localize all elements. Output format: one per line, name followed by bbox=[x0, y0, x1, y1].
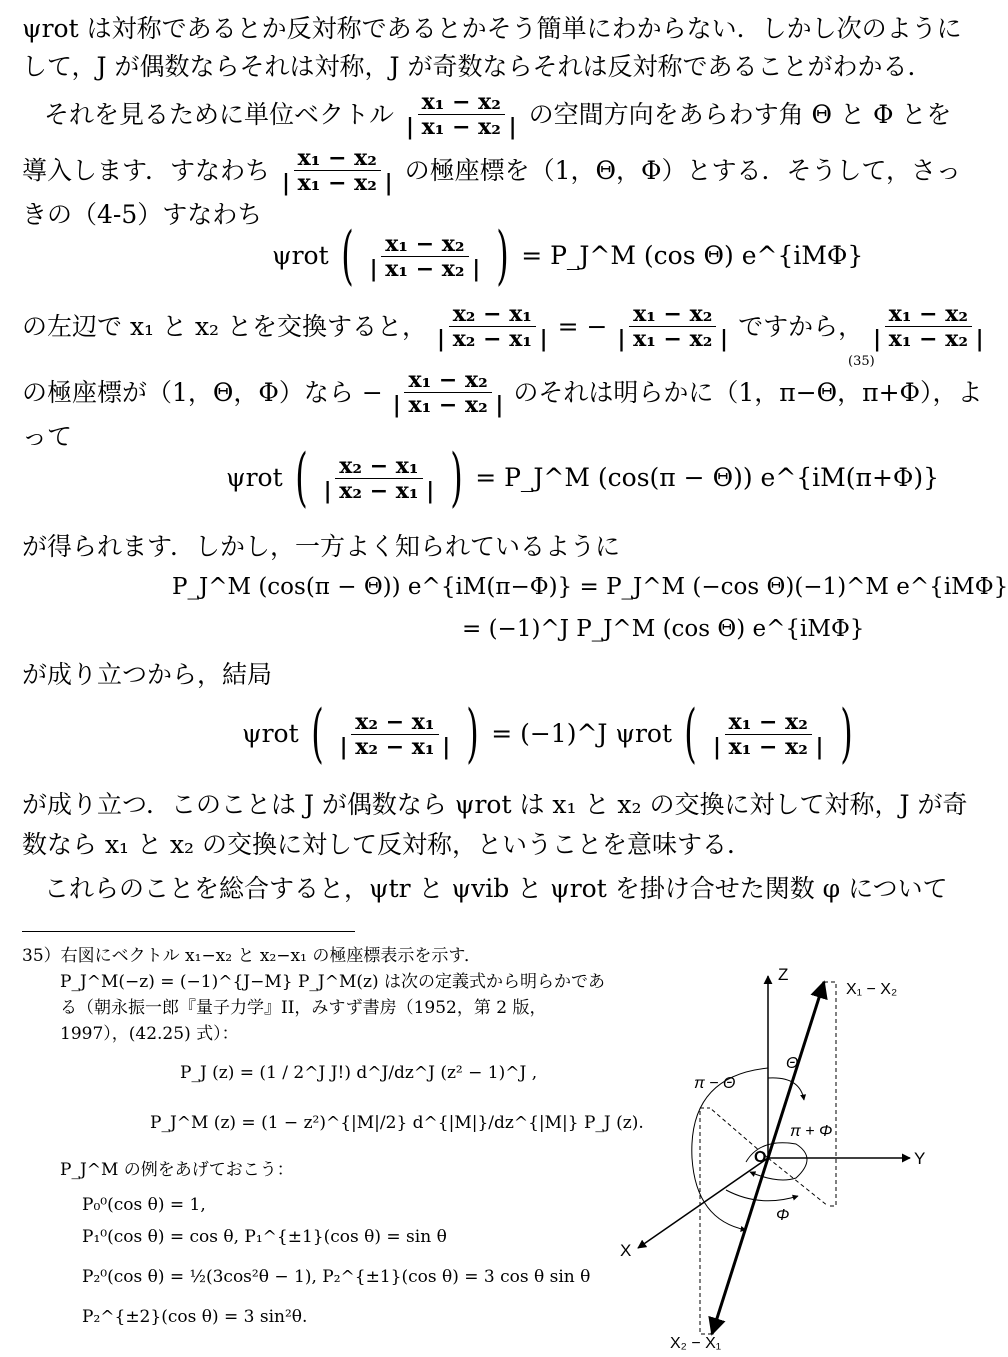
numerator: x₂ − x₁ bbox=[449, 302, 536, 327]
numerator: x₁ − x₂ bbox=[418, 90, 505, 115]
paren: ( bbox=[340, 219, 354, 293]
text-run: それを見るために単位ベクトル bbox=[44, 99, 395, 129]
equation-3-line-2: = (−1)^J P_J^M (cos Θ) e^{iMΦ} bbox=[462, 616, 865, 642]
paragraph-line bbox=[44, 89, 952, 140]
denominator: | x₁ − x₂ | bbox=[282, 170, 393, 196]
text-run: ですから， bbox=[738, 311, 864, 341]
label-phi: Φ bbox=[776, 1207, 790, 1224]
label-origin: O bbox=[754, 1149, 767, 1166]
text-run: の空間方向をあらわす角 Θ と Φ とを bbox=[528, 99, 952, 129]
denominator: | x₁ − x₂ | bbox=[712, 733, 824, 760]
footnote-example: P₁⁰(cos θ) = cos θ, P₁^{±1}(cos θ) = sin θ bbox=[82, 1227, 447, 1247]
denominator: | x₁ − x₂ | bbox=[406, 114, 517, 140]
denominator: | x₁ − x₂ | bbox=[392, 392, 504, 418]
psi-rot: ψrot bbox=[242, 719, 299, 748]
numerator: x₂ − x₁ bbox=[335, 454, 422, 479]
paragraph-line: ψrot は対称であるとか反対称であるとかそう簡単にわからない．しかし次のように bbox=[22, 14, 962, 43]
paragraph-line bbox=[22, 301, 984, 352]
numerator: x₁ − x₂ bbox=[629, 302, 716, 327]
paren: ) bbox=[839, 697, 853, 771]
fraction bbox=[389, 368, 508, 417]
equation-4 bbox=[242, 697, 859, 771]
equation-rhs: = P_J^M (cos(π − Θ)) e^{iM(π+Φ)} bbox=[475, 463, 940, 492]
paragraph-line: って bbox=[22, 422, 73, 451]
fraction bbox=[709, 710, 828, 759]
label-vector-bottom: X₂ − X₁ bbox=[670, 1335, 722, 1352]
paragraph-line: して，J が偶数ならそれは対称，J が奇数ならそれは反対称であることがわかる． bbox=[22, 52, 933, 81]
footnote-line: P_J^M(−z) = (−1)^{J−M} P_J^M(z) は次の定義式から明らかであ bbox=[60, 972, 606, 992]
paren: ) bbox=[450, 441, 463, 515]
paragraph-line: きの（4-5）すなわち bbox=[22, 200, 263, 229]
numerator: x₂ − x₁ bbox=[351, 710, 438, 735]
numerator: x₁ − x₂ bbox=[381, 232, 468, 257]
paren: ) bbox=[496, 219, 509, 293]
equation-rhs: = P_J^M (cos Θ) e^{iMΦ} bbox=[521, 241, 864, 270]
numerator: x₁ − x₂ bbox=[885, 302, 972, 327]
label-pi-plus-phi: π + Φ bbox=[790, 1123, 833, 1140]
equation-1 bbox=[272, 219, 864, 293]
footnote-line: る（朝永振一郎『量子力学』II，みすず書房（1952，第 2 版， bbox=[60, 998, 547, 1018]
fraction bbox=[320, 454, 439, 503]
footnote-line: 1997），(42.25) 式）： bbox=[60, 1024, 239, 1044]
equals-minus: = − bbox=[557, 311, 608, 341]
x-axis bbox=[638, 1158, 768, 1248]
equation-mid: = (−1)^J ψrot bbox=[491, 719, 673, 748]
footnote-formula: P_J^M (z) = (1 − z²)^{|M|/2} d^{|M|}/dz^{|M|} P_J (z). bbox=[150, 1113, 644, 1133]
paragraph-line bbox=[22, 367, 983, 418]
phi-arc bbox=[726, 1190, 798, 1201]
label-theta: Θ bbox=[786, 1055, 799, 1072]
label-vector-top: X₁ − X₂ bbox=[846, 981, 898, 998]
label-y: Y bbox=[914, 1149, 926, 1168]
fraction bbox=[869, 302, 988, 351]
numerator: x₁ − x₂ bbox=[404, 368, 491, 393]
fraction bbox=[402, 90, 521, 139]
paragraph-line: が得られます．しかし，一方よく知られているように bbox=[22, 532, 621, 561]
projection-dashes bbox=[700, 1108, 712, 1334]
denominator: | x₁ − x₂ | bbox=[873, 326, 984, 352]
text-run: の極座標を（1，Θ，Φ）とする．そうして，さっ bbox=[404, 155, 962, 185]
projection-dashes bbox=[824, 982, 836, 1206]
fraction bbox=[278, 146, 397, 195]
text-run: のそれは明らかに（1，π−Θ，π+Φ），よ bbox=[513, 377, 983, 407]
footnote-line: 35）右図にベクトル x₁−x₂ と x₂−x₁ の極座標表示を示す． bbox=[22, 946, 481, 966]
vector-x2-minus-x1 bbox=[712, 1158, 768, 1334]
psi-rot: ψrot bbox=[272, 241, 329, 270]
fraction bbox=[433, 302, 552, 351]
text-run: の極座標が（1，Θ，Φ）なら − bbox=[22, 377, 383, 407]
psi-rot: ψrot bbox=[226, 463, 283, 492]
paragraph-line: 数なら x₁ と x₂ の交換に対して反対称，ということを意味する． bbox=[22, 830, 753, 859]
footnote-rule bbox=[22, 931, 355, 932]
denominator: | x₁ − x₂ | bbox=[617, 326, 729, 352]
text-run: 導入します．すなわち bbox=[22, 155, 271, 185]
footnote-ref: (35) bbox=[848, 354, 875, 369]
paragraph-line: が成り立つ．このことは J が偶数なら ψrot は x₁ と x₂ の交換に対して対称，J が奇 bbox=[22, 790, 968, 819]
denominator: | x₂ − x₁ | bbox=[437, 326, 548, 352]
paragraph-line: これらのことを総合すると，ψtr と ψvib と ψrot を掛け合せた関数 φ について bbox=[44, 874, 948, 903]
numerator: x₁ − x₂ bbox=[294, 146, 381, 171]
label-pi-minus-theta: π − Θ bbox=[694, 1075, 736, 1092]
fraction bbox=[366, 232, 485, 281]
label-x: X bbox=[620, 1241, 632, 1260]
text-run: の左辺で x₁ と x₂ とを交換すると， bbox=[22, 311, 428, 341]
paragraph-line: が成り立つから，結局 bbox=[22, 660, 273, 689]
footnote-example: P₀⁰(cos θ) = 1, bbox=[82, 1195, 206, 1215]
paragraph-line bbox=[22, 145, 962, 196]
footnote-line: P_J^M の例をあげておこう： bbox=[60, 1160, 294, 1180]
paren: ) bbox=[466, 697, 479, 771]
fraction bbox=[613, 302, 732, 351]
denominator: | x₂ − x₁ | bbox=[339, 733, 451, 760]
polar-coordinate-figure bbox=[600, 958, 942, 1350]
projection-line bbox=[768, 1158, 828, 1206]
numerator: x₁ − x₂ bbox=[725, 710, 812, 735]
equation-2 bbox=[226, 441, 940, 515]
paren: ( bbox=[294, 441, 308, 515]
footnote-example: P₂⁰(cos θ) = ½(3cos²θ − 1), P₂^{±1}(cos θ) = 3 cos θ sin θ bbox=[82, 1267, 591, 1287]
footnote-formula: P_J (z) = (1 / 2^J J!) d^J/dz^J (z² − 1)^J , bbox=[180, 1063, 538, 1083]
label-z: Z bbox=[778, 965, 789, 984]
fraction bbox=[336, 710, 455, 759]
paren: ( bbox=[310, 697, 324, 771]
denominator: | x₁ − x₂ | bbox=[369, 255, 481, 282]
paren: ( bbox=[684, 697, 697, 771]
footnote-example: P₂^{±2}(cos θ) = 3 sin²θ. bbox=[82, 1307, 308, 1327]
denominator: | x₂ − x₁ | bbox=[323, 477, 435, 504]
equation-3-line-1: P_J^M (cos(π − Θ)) e^{iM(π−Φ)} = P_J^M (−cos Θ)(−1)^M e^{iMΦ} bbox=[172, 574, 1008, 600]
